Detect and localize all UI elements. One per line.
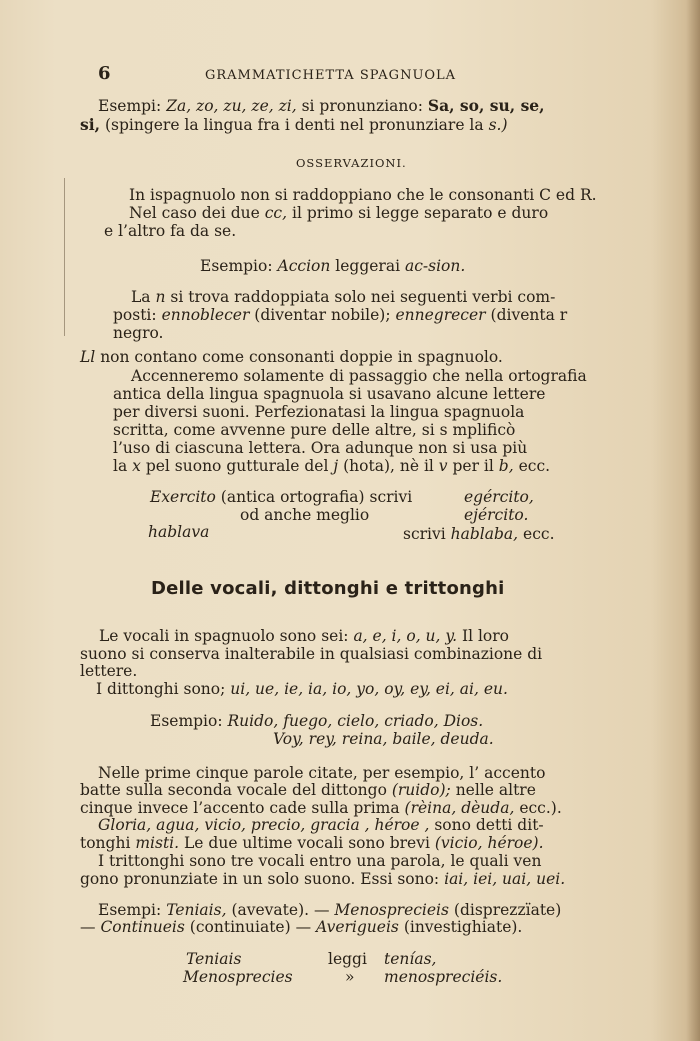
obs-p3-line-6 <box>113 457 550 475</box>
accent-line-1: Nelle prime cinque parole citate, per esempio, l’ accento <box>98 764 546 782</box>
orth-text-2: od anche meglio <box>240 506 370 524</box>
accent-line-4 <box>98 816 544 834</box>
reading-mid-1: leggi <box>328 950 367 968</box>
italic-span: (rèina, dèuda, <box>404 799 515 817</box>
orth-line-3 <box>403 525 555 543</box>
text-span: batte sulla seconda vocale del dittongo <box>80 781 387 799</box>
accent-line-3 <box>80 799 562 817</box>
text-span: si trova raddoppiata solo nei seguenti verbi com- <box>170 288 556 306</box>
examples-line-1 <box>98 901 561 919</box>
reading-word-2: Menosprecies <box>183 968 293 986</box>
text-span: (antica ortografia) scrivi <box>220 488 413 506</box>
sound-bold: si, <box>80 115 101 134</box>
italic-span: cc, <box>264 204 288 222</box>
italic-span: Ruido, fuego, cielo, criado, Dios. <box>227 712 484 730</box>
sounds-bold: Sa, so, su, se, <box>427 96 545 115</box>
obs-p2-line-3: negro. <box>113 324 164 342</box>
examples-italic: Za, zo, zu, ze, zi, <box>166 97 297 115</box>
italic-span: iai, iei, uai, uei. <box>444 870 566 888</box>
vowels-line-2: suono si conserva inalterabile in qualsiasi combinazione di <box>80 645 543 663</box>
italic-span: ui, ue, ie, ia, io, yo, oy, ey, ei, ai, eu. <box>230 680 508 698</box>
text-span: Esempi: <box>98 97 162 115</box>
running-title: GRAMMATICHETTA SPAGNUOLA <box>205 68 457 83</box>
examples-line-2 <box>80 918 522 936</box>
italic-span: a, e, i, o, u, y. <box>353 627 458 645</box>
obs-p3-line-2: antica della lingua spagnuola si usavano alcune lettere <box>113 385 546 403</box>
section-title: Delle vocali, dittonghi e trittonghi <box>151 578 505 599</box>
text-span: Nel caso dei due <box>129 204 260 222</box>
text-span: la <box>113 457 128 475</box>
italic-span: Continueis <box>100 918 185 936</box>
italic-span: (vicio, héroe). <box>434 834 544 852</box>
text-span: Le due ultime vocali sono brevi <box>184 834 430 852</box>
text-span: scrivi <box>403 525 446 543</box>
text-span: I dittonghi sono; <box>96 680 226 698</box>
text-span: gono pronunziate in un solo suono. Essi sono: <box>80 870 440 888</box>
italic-span: ennoblecer <box>161 306 250 324</box>
text-span: (avevate). — <box>231 901 330 919</box>
italic-span: ac-sion. <box>404 257 466 275</box>
accent-line-6: I trittonghi sono tre vocali entro una parola, le quali ven <box>98 852 542 870</box>
obs-p3-line-3: per diversi suoni. Perfezionatasi la lingua spagnuola <box>113 403 525 421</box>
text-span: (investighiate). <box>403 918 523 936</box>
observations-heading: OSSERVAZIONI. <box>296 156 407 170</box>
obs-example <box>200 257 465 275</box>
italic-span: n <box>155 288 166 306</box>
text-span: Esempi: <box>98 901 162 919</box>
orth-word-1 <box>150 488 412 506</box>
text-span: tonghi <box>80 834 131 852</box>
text-span: non contano come consonanti doppie in spagnuolo. <box>100 348 503 366</box>
vowels-line-4 <box>96 680 508 698</box>
italic-span: j <box>333 457 339 475</box>
text-span: Esempio: <box>150 712 223 730</box>
italic-span: Accion <box>277 257 331 275</box>
text-span: sono detti dit- <box>434 816 544 834</box>
italic-span: x <box>132 457 141 475</box>
italic-span: Exercito <box>150 488 216 506</box>
text-span: (diventar nobile); <box>254 306 391 324</box>
obs-p2-line-1 <box>131 288 555 306</box>
example2-line-2: Voy, rey, reina, baile, deuda. <box>273 730 494 748</box>
italic-span: v <box>438 457 448 475</box>
obs-p1-line-3: e l’altro fa da se. <box>104 222 237 240</box>
orth-word-3: hablava <box>148 523 210 541</box>
text-span: (continuiate) — <box>189 918 312 936</box>
italic-span: (ruido); <box>391 781 451 799</box>
text-span: il primo si legge separato e duro <box>291 204 549 222</box>
text-span: (diventa r <box>490 306 568 324</box>
italic-span: Gloria, agua, vicio, precio, gracia , héroe , <box>98 816 430 834</box>
intro-line-2 <box>80 116 508 134</box>
italic-span: Averigueis <box>316 918 399 936</box>
obs-p3-line-4: scritta, come avvenne pure delle altre, si s mplificò <box>113 421 516 439</box>
orth-result-2: ejército. <box>464 506 529 524</box>
italic-span: hablaba, <box>450 525 519 543</box>
text-span: Le vocali in spagnuolo sono sei: <box>99 627 349 645</box>
letter-italic: s.) <box>488 116 508 134</box>
text-span: Esempio: <box>200 257 273 275</box>
vowels-line-1 <box>99 627 509 645</box>
text-span: si pronunziano: <box>301 97 423 115</box>
obs-p1-line-2 <box>129 204 548 222</box>
orth-result-1: egército, <box>464 488 534 506</box>
intro-line-1 <box>98 97 545 115</box>
accent-line-5 <box>80 834 544 852</box>
text-span: Il loro <box>461 627 510 645</box>
italic-span: Teniais, <box>166 901 227 919</box>
obs-ll-line <box>80 348 503 366</box>
italic-span: Menosprecieis <box>334 901 449 919</box>
obs-p2-line-2 <box>113 306 567 324</box>
text-span: (hota), nè il <box>343 457 434 475</box>
text-span: cinque invece l’accento cade sulla prima <box>80 799 400 817</box>
page-edge-shadow <box>686 0 700 1041</box>
example2-line-1 <box>150 712 483 730</box>
accent-line-2 <box>80 781 536 799</box>
reading-word-1: Teniais <box>186 950 242 968</box>
text-span: ecc.). <box>519 799 562 817</box>
reading-mid-2: » <box>345 968 355 986</box>
obs-p1-line-1: In ispagnuolo non si raddoppiano che le consonanti C ed R. <box>129 186 597 204</box>
italic-span: b, <box>498 457 514 475</box>
text-span: (spingere la lingua fra i denti nel pronunziare la <box>104 116 484 134</box>
reading-result-2: menospreciéis. <box>384 968 503 986</box>
text-span: La <box>131 288 151 306</box>
vowels-line-3: lettere. <box>80 662 138 680</box>
text-span: pel suono gutturale del <box>145 457 329 475</box>
italic-span: Ll <box>80 348 96 366</box>
accent-line-7 <box>80 870 565 888</box>
text-span: ecc. <box>518 457 551 475</box>
obs-p3-line-5: l’uso di ciascuna lettera. Ora adunque non si usa più <box>113 439 528 457</box>
obs-p3-line-1: Accenneremo solamente di passaggio che nella ortografia <box>131 367 587 385</box>
text-span: per il <box>452 457 494 475</box>
text-span: — <box>80 918 96 936</box>
text-span: leggerai <box>335 257 401 275</box>
reading-result-1: tenías, <box>384 950 437 968</box>
text-span: (disprezzïate) <box>453 901 562 919</box>
text-span: nelle altre <box>455 781 536 799</box>
text-span: ecc. <box>523 525 555 543</box>
margin-rule <box>64 178 65 336</box>
italic-span: misti. <box>135 834 180 852</box>
italic-span: ennegrecer <box>395 306 486 324</box>
page-number: 6 <box>98 63 111 84</box>
text-span: posti: <box>113 306 157 324</box>
